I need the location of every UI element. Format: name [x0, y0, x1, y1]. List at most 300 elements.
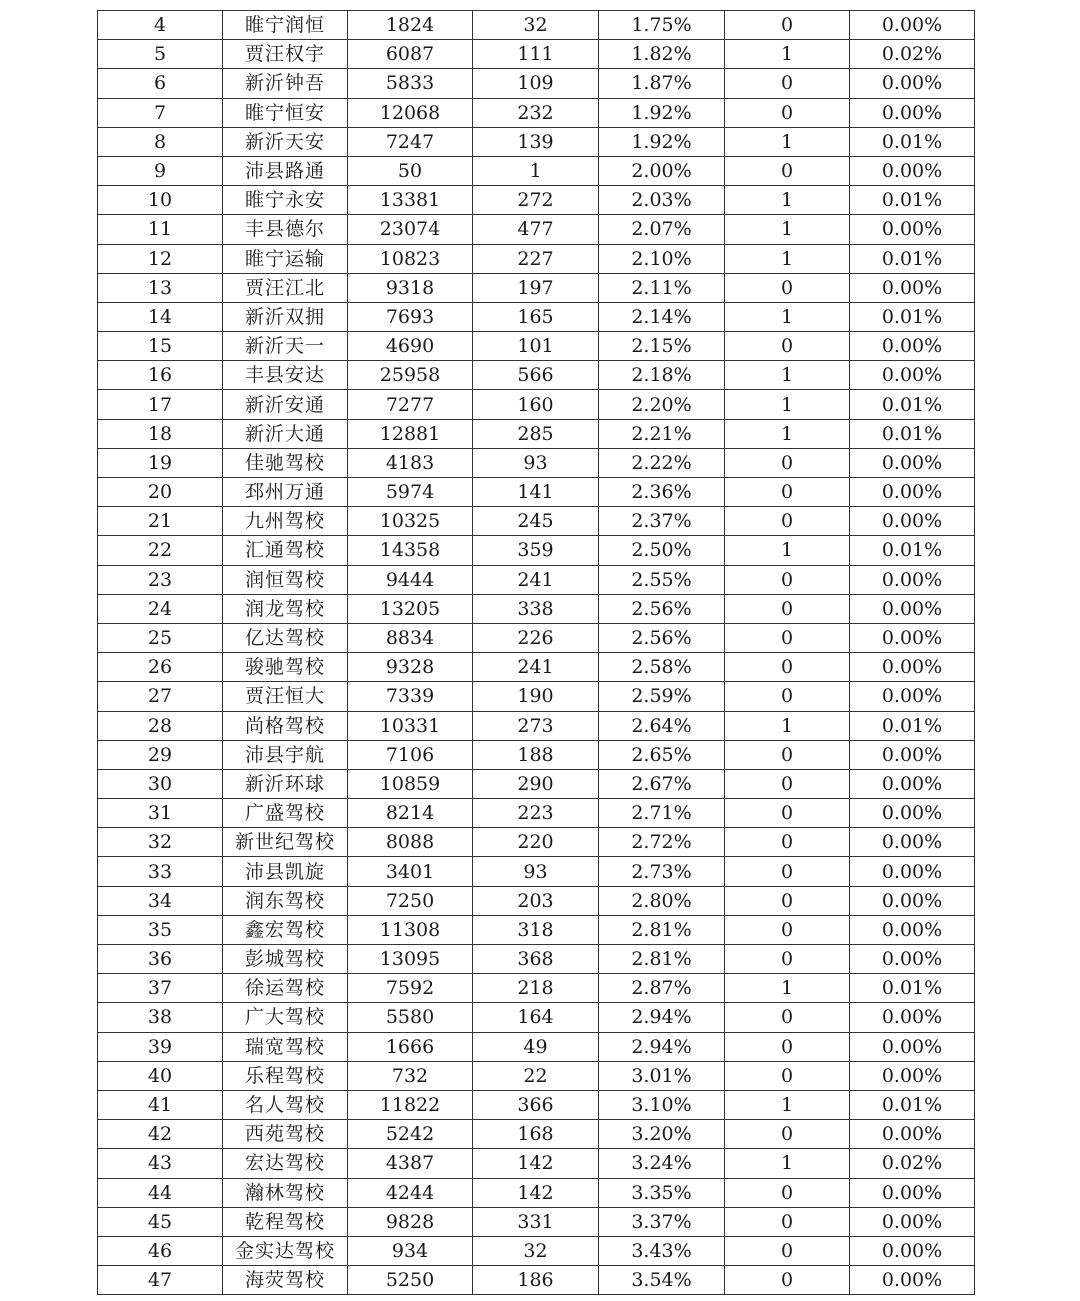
count-cell: 220 [473, 828, 599, 857]
table-row [98, 244, 975, 273]
rate-cell: 2.80% [599, 886, 725, 915]
rank-cell: 10 [98, 186, 223, 215]
rate-cell: 2.71% [599, 799, 725, 828]
school-name-cell: 贾汪江北 [223, 273, 348, 302]
count-cell: 290 [473, 769, 599, 798]
rate-cell: 2.94% [599, 1003, 725, 1032]
incidents-cell: 1 [725, 1149, 850, 1178]
count-cell: 109 [473, 69, 599, 98]
table-row [98, 623, 975, 652]
table-row [98, 361, 975, 390]
rate-cell: 2.14% [599, 302, 725, 331]
school-name-cell: 新沂天安 [223, 127, 348, 156]
table-row [98, 98, 975, 127]
rate-cell: 3.37% [599, 1207, 725, 1236]
rate-cell: 2.56% [599, 594, 725, 623]
rate-cell: 2.36% [599, 478, 725, 507]
table-row [98, 478, 975, 507]
school-name-cell: 沛县路通 [223, 156, 348, 185]
rate-cell: 1.87% [599, 69, 725, 98]
school-name-cell: 丰县安达 [223, 361, 348, 390]
incident-rate-cell: 0.00% [850, 1178, 975, 1207]
table-row [98, 740, 975, 769]
count-cell: 318 [473, 915, 599, 944]
school-name-cell: 广盛驾校 [223, 799, 348, 828]
total-cell: 10331 [348, 711, 473, 740]
count-cell: 227 [473, 244, 599, 273]
total-cell: 13381 [348, 186, 473, 215]
rank-cell: 23 [98, 565, 223, 594]
incident-rate-cell: 0.00% [850, 98, 975, 127]
school-name-cell: 邳州万通 [223, 478, 348, 507]
total-cell: 1824 [348, 11, 473, 40]
incident-rate-cell: 0.00% [850, 799, 975, 828]
rate-cell: 2.20% [599, 390, 725, 419]
rate-cell: 2.65% [599, 740, 725, 769]
school-name-cell: 鑫宏驾校 [223, 915, 348, 944]
rate-cell: 3.10% [599, 1090, 725, 1119]
total-cell: 9828 [348, 1207, 473, 1236]
table-row [98, 1090, 975, 1119]
total-cell: 4387 [348, 1149, 473, 1178]
incident-rate-cell: 0.01% [850, 302, 975, 331]
rate-cell: 2.58% [599, 653, 725, 682]
rate-cell: 2.07% [599, 215, 725, 244]
incident-rate-cell: 0.00% [850, 828, 975, 857]
incident-rate-cell: 0.01% [850, 127, 975, 156]
incidents-cell: 0 [725, 915, 850, 944]
rate-cell: 2.21% [599, 419, 725, 448]
count-cell: 186 [473, 1266, 599, 1295]
total-cell: 50 [348, 156, 473, 185]
rank-cell: 9 [98, 156, 223, 185]
incidents-cell: 0 [725, 886, 850, 915]
rank-cell: 39 [98, 1032, 223, 1061]
table-row [98, 857, 975, 886]
rate-cell: 2.94% [599, 1032, 725, 1061]
incident-rate-cell: 0.02% [850, 1149, 975, 1178]
school-name-cell: 睢宁润恒 [223, 11, 348, 40]
school-name-cell: 睢宁运输 [223, 244, 348, 273]
table-row [98, 448, 975, 477]
incidents-cell: 0 [725, 1120, 850, 1149]
incident-rate-cell: 0.00% [850, 945, 975, 974]
incidents-cell: 0 [725, 594, 850, 623]
incidents-cell: 0 [725, 332, 850, 361]
rank-cell: 26 [98, 653, 223, 682]
incidents-cell: 1 [725, 244, 850, 273]
table-row [98, 886, 975, 915]
table-row [98, 40, 975, 69]
table-row [98, 1236, 975, 1265]
table-row [98, 1003, 975, 1032]
rank-cell: 42 [98, 1120, 223, 1149]
school-name-cell: 润东驾校 [223, 886, 348, 915]
count-cell: 338 [473, 594, 599, 623]
total-cell: 12881 [348, 419, 473, 448]
total-cell: 10823 [348, 244, 473, 273]
total-cell: 25958 [348, 361, 473, 390]
table-row [98, 1178, 975, 1207]
total-cell: 7693 [348, 302, 473, 331]
total-cell: 934 [348, 1236, 473, 1265]
count-cell: 368 [473, 945, 599, 974]
rank-cell: 32 [98, 828, 223, 857]
incidents-cell: 0 [725, 828, 850, 857]
school-name-cell: 西苑驾校 [223, 1120, 348, 1149]
rank-cell: 47 [98, 1266, 223, 1295]
incident-rate-cell: 0.00% [850, 653, 975, 682]
rate-cell: 1.92% [599, 127, 725, 156]
count-cell: 477 [473, 215, 599, 244]
rank-cell: 29 [98, 740, 223, 769]
incidents-cell: 0 [725, 1266, 850, 1295]
rate-cell: 2.03% [599, 186, 725, 215]
count-cell: 241 [473, 653, 599, 682]
table-row [98, 769, 975, 798]
table-row [98, 332, 975, 361]
rate-cell: 2.87% [599, 974, 725, 1003]
rate-cell: 1.75% [599, 11, 725, 40]
rank-cell: 28 [98, 711, 223, 740]
table-row [98, 945, 975, 974]
total-cell: 7247 [348, 127, 473, 156]
count-cell: 226 [473, 623, 599, 652]
table-row [98, 1032, 975, 1061]
total-cell: 1666 [348, 1032, 473, 1061]
rank-cell: 46 [98, 1236, 223, 1265]
rank-cell: 11 [98, 215, 223, 244]
total-cell: 8214 [348, 799, 473, 828]
school-name-cell: 徐运驾校 [223, 974, 348, 1003]
school-name-cell: 宏达驾校 [223, 1149, 348, 1178]
rank-cell: 43 [98, 1149, 223, 1178]
incidents-cell: 1 [725, 186, 850, 215]
incidents-cell: 0 [725, 682, 850, 711]
incidents-cell: 1 [725, 536, 850, 565]
count-cell: 93 [473, 448, 599, 477]
incident-rate-cell: 0.02% [850, 40, 975, 69]
count-cell: 245 [473, 507, 599, 536]
table-row [98, 653, 975, 682]
rank-cell: 18 [98, 419, 223, 448]
rate-cell: 3.01% [599, 1061, 725, 1090]
school-name-cell: 瀚林驾校 [223, 1178, 348, 1207]
table-row [98, 1266, 975, 1295]
ranking-table-body [98, 11, 975, 1295]
school-name-cell: 睢宁恒安 [223, 98, 348, 127]
school-name-cell: 汇通驾校 [223, 536, 348, 565]
rate-cell: 2.67% [599, 769, 725, 798]
count-cell: 142 [473, 1149, 599, 1178]
rate-cell: 2.55% [599, 565, 725, 594]
incident-rate-cell: 0.00% [850, 332, 975, 361]
table-row [98, 799, 975, 828]
school-name-cell: 海荧驾校 [223, 1266, 348, 1295]
rank-cell: 17 [98, 390, 223, 419]
rank-cell: 19 [98, 448, 223, 477]
school-name-cell: 金实达驾校 [223, 1236, 348, 1265]
table-row [98, 828, 975, 857]
incidents-cell: 0 [725, 565, 850, 594]
table-row [98, 11, 975, 40]
rank-cell: 34 [98, 886, 223, 915]
count-cell: 241 [473, 565, 599, 594]
rate-cell: 2.11% [599, 273, 725, 302]
school-name-cell: 新世纪驾校 [223, 828, 348, 857]
total-cell: 14358 [348, 536, 473, 565]
school-name-cell: 睢宁永安 [223, 186, 348, 215]
total-cell: 5250 [348, 1266, 473, 1295]
incident-rate-cell: 0.00% [850, 769, 975, 798]
count-cell: 165 [473, 302, 599, 331]
table-row [98, 565, 975, 594]
incident-rate-cell: 0.01% [850, 419, 975, 448]
count-cell: 139 [473, 127, 599, 156]
rate-cell: 2.37% [599, 507, 725, 536]
incident-rate-cell: 0.00% [850, 1266, 975, 1295]
incidents-cell: 0 [725, 1236, 850, 1265]
count-cell: 223 [473, 799, 599, 828]
table-row [98, 1061, 975, 1090]
rank-cell: 27 [98, 682, 223, 711]
rate-cell: 3.24% [599, 1149, 725, 1178]
incidents-cell: 0 [725, 769, 850, 798]
incidents-cell: 0 [725, 740, 850, 769]
rank-cell: 4 [98, 11, 223, 40]
table-row [98, 69, 975, 98]
table-row [98, 273, 975, 302]
table-row [98, 419, 975, 448]
count-cell: 168 [473, 1120, 599, 1149]
total-cell: 11822 [348, 1090, 473, 1119]
count-cell: 273 [473, 711, 599, 740]
count-cell: 203 [473, 886, 599, 915]
school-name-cell: 新沂安通 [223, 390, 348, 419]
incident-rate-cell: 0.00% [850, 156, 975, 185]
rank-cell: 44 [98, 1178, 223, 1207]
total-cell: 10325 [348, 507, 473, 536]
incident-rate-cell: 0.01% [850, 974, 975, 1003]
total-cell: 7106 [348, 740, 473, 769]
incident-rate-cell: 0.00% [850, 273, 975, 302]
incident-rate-cell: 0.01% [850, 390, 975, 419]
school-name-cell: 亿达驾校 [223, 623, 348, 652]
rank-cell: 6 [98, 69, 223, 98]
incident-rate-cell: 0.00% [850, 1003, 975, 1032]
rank-cell: 12 [98, 244, 223, 273]
count-cell: 566 [473, 361, 599, 390]
rate-cell: 2.18% [599, 361, 725, 390]
school-name-cell: 新沂双拥 [223, 302, 348, 331]
rate-cell: 3.43% [599, 1236, 725, 1265]
total-cell: 7250 [348, 886, 473, 915]
school-name-cell: 新沂环球 [223, 769, 348, 798]
total-cell: 732 [348, 1061, 473, 1090]
total-cell: 10859 [348, 769, 473, 798]
table-row [98, 915, 975, 944]
total-cell: 6087 [348, 40, 473, 69]
count-cell: 93 [473, 857, 599, 886]
school-name-cell: 丰县德尔 [223, 215, 348, 244]
incidents-cell: 0 [725, 1207, 850, 1236]
rank-cell: 41 [98, 1090, 223, 1119]
rank-cell: 37 [98, 974, 223, 1003]
school-name-cell: 新沂天一 [223, 332, 348, 361]
total-cell: 4244 [348, 1178, 473, 1207]
count-cell: 49 [473, 1032, 599, 1061]
count-cell: 141 [473, 478, 599, 507]
incidents-cell: 0 [725, 1003, 850, 1032]
incidents-cell: 0 [725, 1032, 850, 1061]
incident-rate-cell: 0.00% [850, 915, 975, 944]
ranking-table [97, 10, 975, 1295]
total-cell: 5580 [348, 1003, 473, 1032]
incident-rate-cell: 0.00% [850, 682, 975, 711]
rank-cell: 20 [98, 478, 223, 507]
ranking-table-container [97, 10, 974, 1295]
incident-rate-cell: 0.00% [850, 1236, 975, 1265]
rank-cell: 40 [98, 1061, 223, 1090]
count-cell: 218 [473, 974, 599, 1003]
rate-cell: 2.81% [599, 945, 725, 974]
incidents-cell: 1 [725, 40, 850, 69]
table-row [98, 507, 975, 536]
total-cell: 9318 [348, 273, 473, 302]
school-name-cell: 乾程驾校 [223, 1207, 348, 1236]
incident-rate-cell: 0.01% [850, 244, 975, 273]
rank-cell: 16 [98, 361, 223, 390]
school-name-cell: 润龙驾校 [223, 594, 348, 623]
count-cell: 197 [473, 273, 599, 302]
incident-rate-cell: 0.00% [850, 1061, 975, 1090]
rank-cell: 13 [98, 273, 223, 302]
incidents-cell: 0 [725, 1061, 850, 1090]
total-cell: 8088 [348, 828, 473, 857]
incidents-cell: 0 [725, 98, 850, 127]
rate-cell: 2.64% [599, 711, 725, 740]
count-cell: 232 [473, 98, 599, 127]
school-name-cell: 骏驰驾校 [223, 653, 348, 682]
total-cell: 11308 [348, 915, 473, 944]
incidents-cell: 0 [725, 623, 850, 652]
school-name-cell: 新沂大通 [223, 419, 348, 448]
rate-cell: 1.92% [599, 98, 725, 127]
total-cell: 4183 [348, 448, 473, 477]
count-cell: 111 [473, 40, 599, 69]
school-name-cell: 广大驾校 [223, 1003, 348, 1032]
incidents-cell: 1 [725, 361, 850, 390]
school-name-cell: 沛县宇航 [223, 740, 348, 769]
incident-rate-cell: 0.01% [850, 711, 975, 740]
rate-cell: 3.20% [599, 1120, 725, 1149]
total-cell: 9444 [348, 565, 473, 594]
incidents-cell: 0 [725, 478, 850, 507]
incident-rate-cell: 0.01% [850, 186, 975, 215]
total-cell: 23074 [348, 215, 473, 244]
incidents-cell: 1 [725, 127, 850, 156]
incidents-cell: 1 [725, 390, 850, 419]
count-cell: 164 [473, 1003, 599, 1032]
incidents-cell: 1 [725, 419, 850, 448]
incidents-cell: 0 [725, 156, 850, 185]
incident-rate-cell: 0.00% [850, 857, 975, 886]
incident-rate-cell: 0.00% [850, 361, 975, 390]
rank-cell: 33 [98, 857, 223, 886]
rate-cell: 2.50% [599, 536, 725, 565]
incidents-cell: 0 [725, 11, 850, 40]
total-cell: 7592 [348, 974, 473, 1003]
incidents-cell: 0 [725, 69, 850, 98]
count-cell: 160 [473, 390, 599, 419]
rate-cell: 3.35% [599, 1178, 725, 1207]
rank-cell: 30 [98, 769, 223, 798]
table-row [98, 390, 975, 419]
count-cell: 366 [473, 1090, 599, 1119]
incident-rate-cell: 0.00% [850, 215, 975, 244]
table-row [98, 127, 975, 156]
table-row [98, 215, 975, 244]
rank-cell: 36 [98, 945, 223, 974]
incidents-cell: 0 [725, 653, 850, 682]
total-cell: 5833 [348, 69, 473, 98]
incident-rate-cell: 0.00% [850, 478, 975, 507]
count-cell: 32 [473, 1236, 599, 1265]
incidents-cell: 1 [725, 974, 850, 1003]
rank-cell: 45 [98, 1207, 223, 1236]
incidents-cell: 1 [725, 711, 850, 740]
table-row [98, 302, 975, 331]
total-cell: 3401 [348, 857, 473, 886]
rank-cell: 21 [98, 507, 223, 536]
table-row [98, 682, 975, 711]
incidents-cell: 0 [725, 799, 850, 828]
count-cell: 101 [473, 332, 599, 361]
count-cell: 285 [473, 419, 599, 448]
incidents-cell: 1 [725, 1090, 850, 1119]
total-cell: 8834 [348, 623, 473, 652]
incident-rate-cell: 0.00% [850, 1207, 975, 1236]
school-name-cell: 彭城驾校 [223, 945, 348, 974]
total-cell: 13205 [348, 594, 473, 623]
incident-rate-cell: 0.00% [850, 507, 975, 536]
rank-cell: 8 [98, 127, 223, 156]
incident-rate-cell: 0.00% [850, 740, 975, 769]
incidents-cell: 0 [725, 448, 850, 477]
count-cell: 359 [473, 536, 599, 565]
table-row [98, 186, 975, 215]
school-name-cell: 润恒驾校 [223, 565, 348, 594]
incident-rate-cell: 0.00% [850, 594, 975, 623]
incident-rate-cell: 0.00% [850, 1032, 975, 1061]
count-cell: 331 [473, 1207, 599, 1236]
school-name-cell: 佳驰驾校 [223, 448, 348, 477]
rate-cell: 2.56% [599, 623, 725, 652]
school-name-cell: 尚格驾校 [223, 711, 348, 740]
incident-rate-cell: 0.00% [850, 11, 975, 40]
incidents-cell: 0 [725, 1178, 850, 1207]
rate-cell: 3.54% [599, 1266, 725, 1295]
rank-cell: 35 [98, 915, 223, 944]
school-name-cell: 九州驾校 [223, 507, 348, 536]
count-cell: 1 [473, 156, 599, 185]
count-cell: 272 [473, 186, 599, 215]
incidents-cell: 0 [725, 273, 850, 302]
total-cell: 4690 [348, 332, 473, 361]
rate-cell: 2.73% [599, 857, 725, 886]
total-cell: 13095 [348, 945, 473, 974]
incident-rate-cell: 0.00% [850, 623, 975, 652]
